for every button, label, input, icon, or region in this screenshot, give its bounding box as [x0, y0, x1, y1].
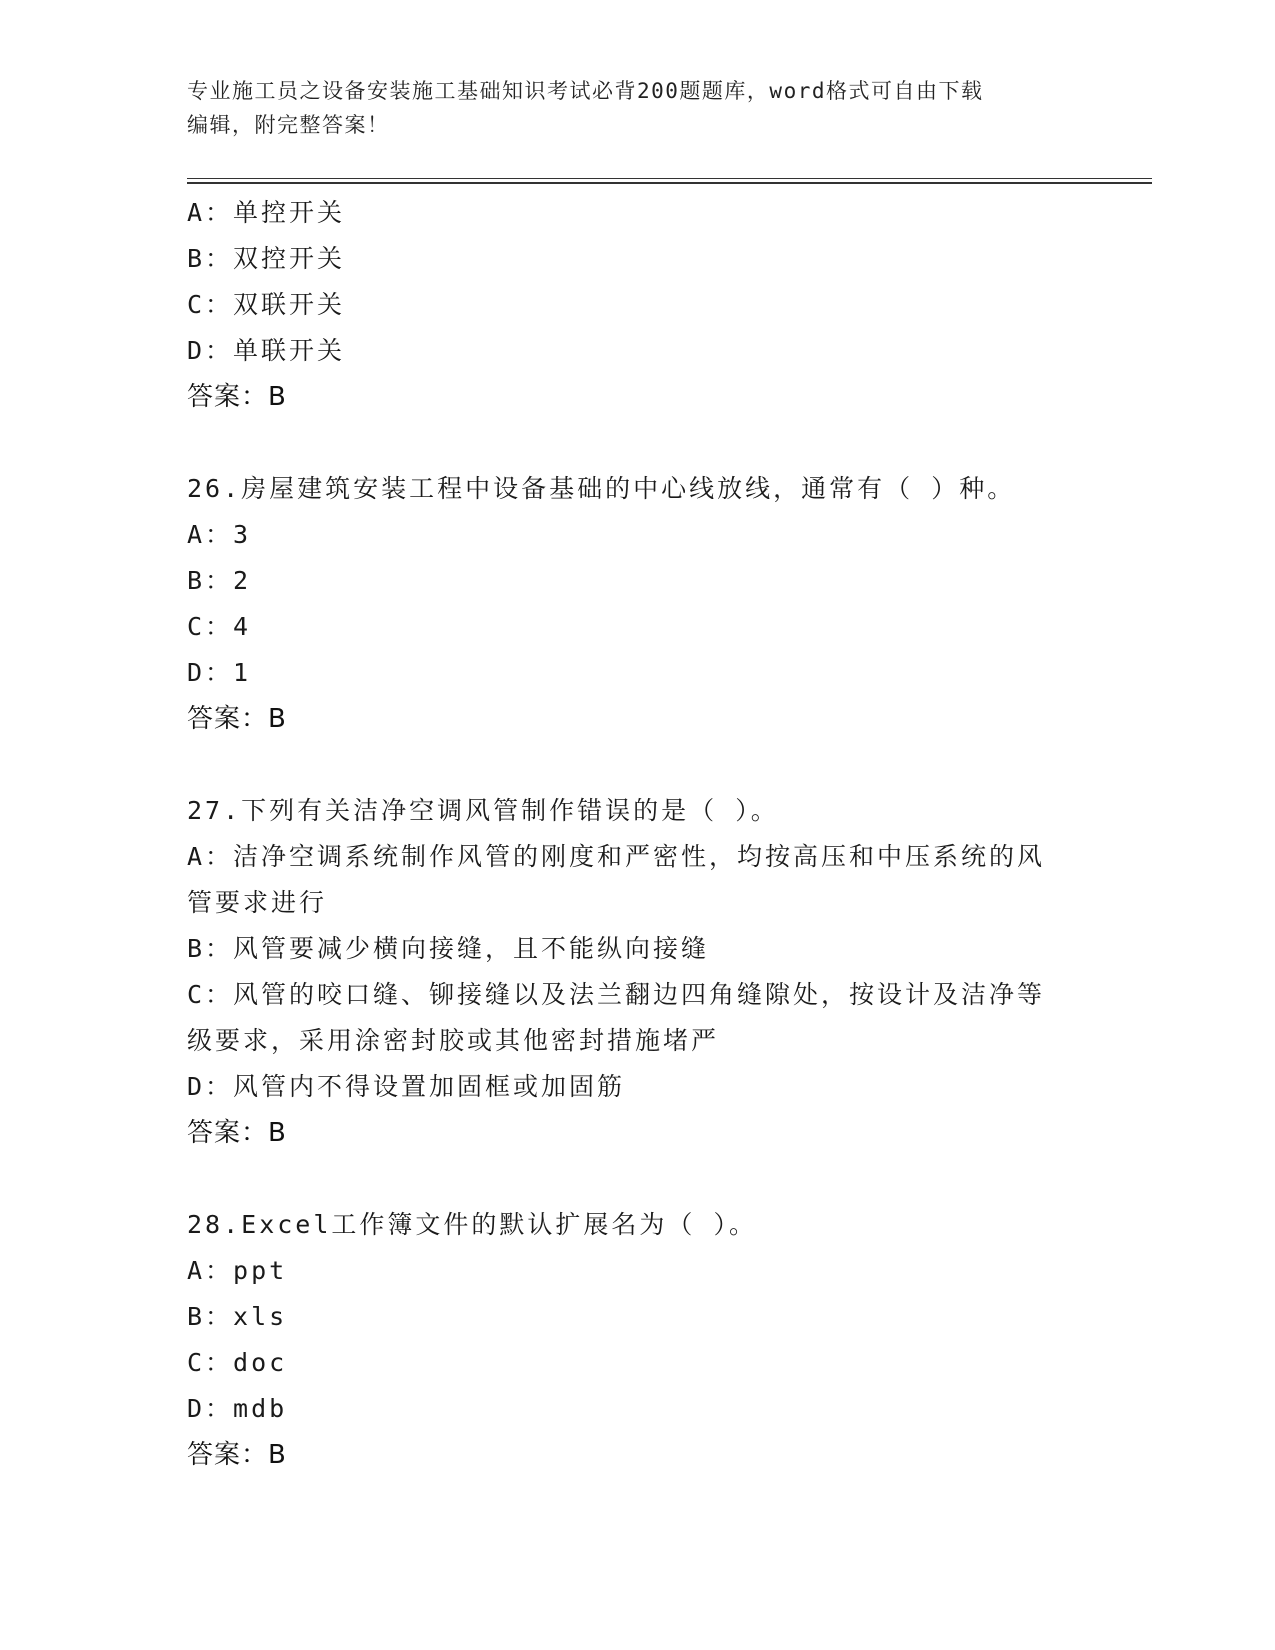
option-b: B：2: [187, 566, 252, 595]
question-stem: 28.Excel工作簿文件的默认扩展名为（ ）。: [187, 1210, 757, 1239]
question-spacer: [187, 420, 1087, 466]
question-list: [187, 190, 1087, 1478]
document-header: [187, 74, 1087, 142]
option-b: B：风管要减少横向接缝，且不能纵向接缝: [187, 934, 710, 963]
question-stem: 26.房屋建筑安装工程中设备基础的中心线放线，通常有（ ）种。: [187, 474, 1016, 503]
option-a-line-1: A：洁净空调系统制作风管的刚度和严密性，均按高压和中压系统的风: [187, 842, 1046, 871]
header-divider-thick: [187, 182, 1152, 184]
option-c: C：doc: [187, 1348, 288, 1377]
option-d: D：mdb: [187, 1394, 288, 1423]
question-28: [187, 1202, 1087, 1478]
option-d: D：1: [187, 658, 252, 687]
answer-line: 答案：B: [187, 1440, 287, 1470]
option-c-line-1: C：风管的咬口缝、铆接缝以及法兰翻边四角缝隙处，按设计及洁净等: [187, 980, 1046, 1009]
option-b: B：xls: [187, 1302, 288, 1331]
option-a: A：单控开关: [187, 198, 346, 227]
option-a-line-2: 管要求进行: [187, 888, 328, 917]
answer-line: 答案：B: [187, 1118, 287, 1148]
answer-line: 答案：B: [187, 704, 287, 734]
question-spacer: [187, 742, 1087, 788]
option-c: C：双联开关: [187, 290, 346, 319]
option-c-line-2: 级要求，采用涂密封胶或其他密封措施堵严: [187, 1026, 720, 1055]
header-divider-thin: [187, 178, 1152, 179]
question-26: [187, 466, 1087, 742]
question-27: [187, 788, 1087, 1156]
question-spacer: [187, 1156, 1087, 1202]
option-d: D：单联开关: [187, 336, 346, 365]
option-b: B：双控开关: [187, 244, 346, 273]
question-25: [187, 190, 1087, 420]
header-title-line-1: 专业施工员之设备安装施工基础知识考试必背200题题库，word格式可自由下载: [187, 79, 984, 103]
header-title-line-2: 编辑，附完整答案！: [187, 113, 390, 137]
option-d: D：风管内不得设置加固框或加固筋: [187, 1072, 626, 1101]
option-a: A：3: [187, 520, 252, 549]
option-a: A：ppt: [187, 1256, 288, 1285]
answer-line: 答案：B: [187, 382, 287, 412]
question-stem: 27.下列有关洁净空调风管制作错误的是（ ）。: [187, 796, 779, 825]
option-c: C：4: [187, 612, 252, 641]
